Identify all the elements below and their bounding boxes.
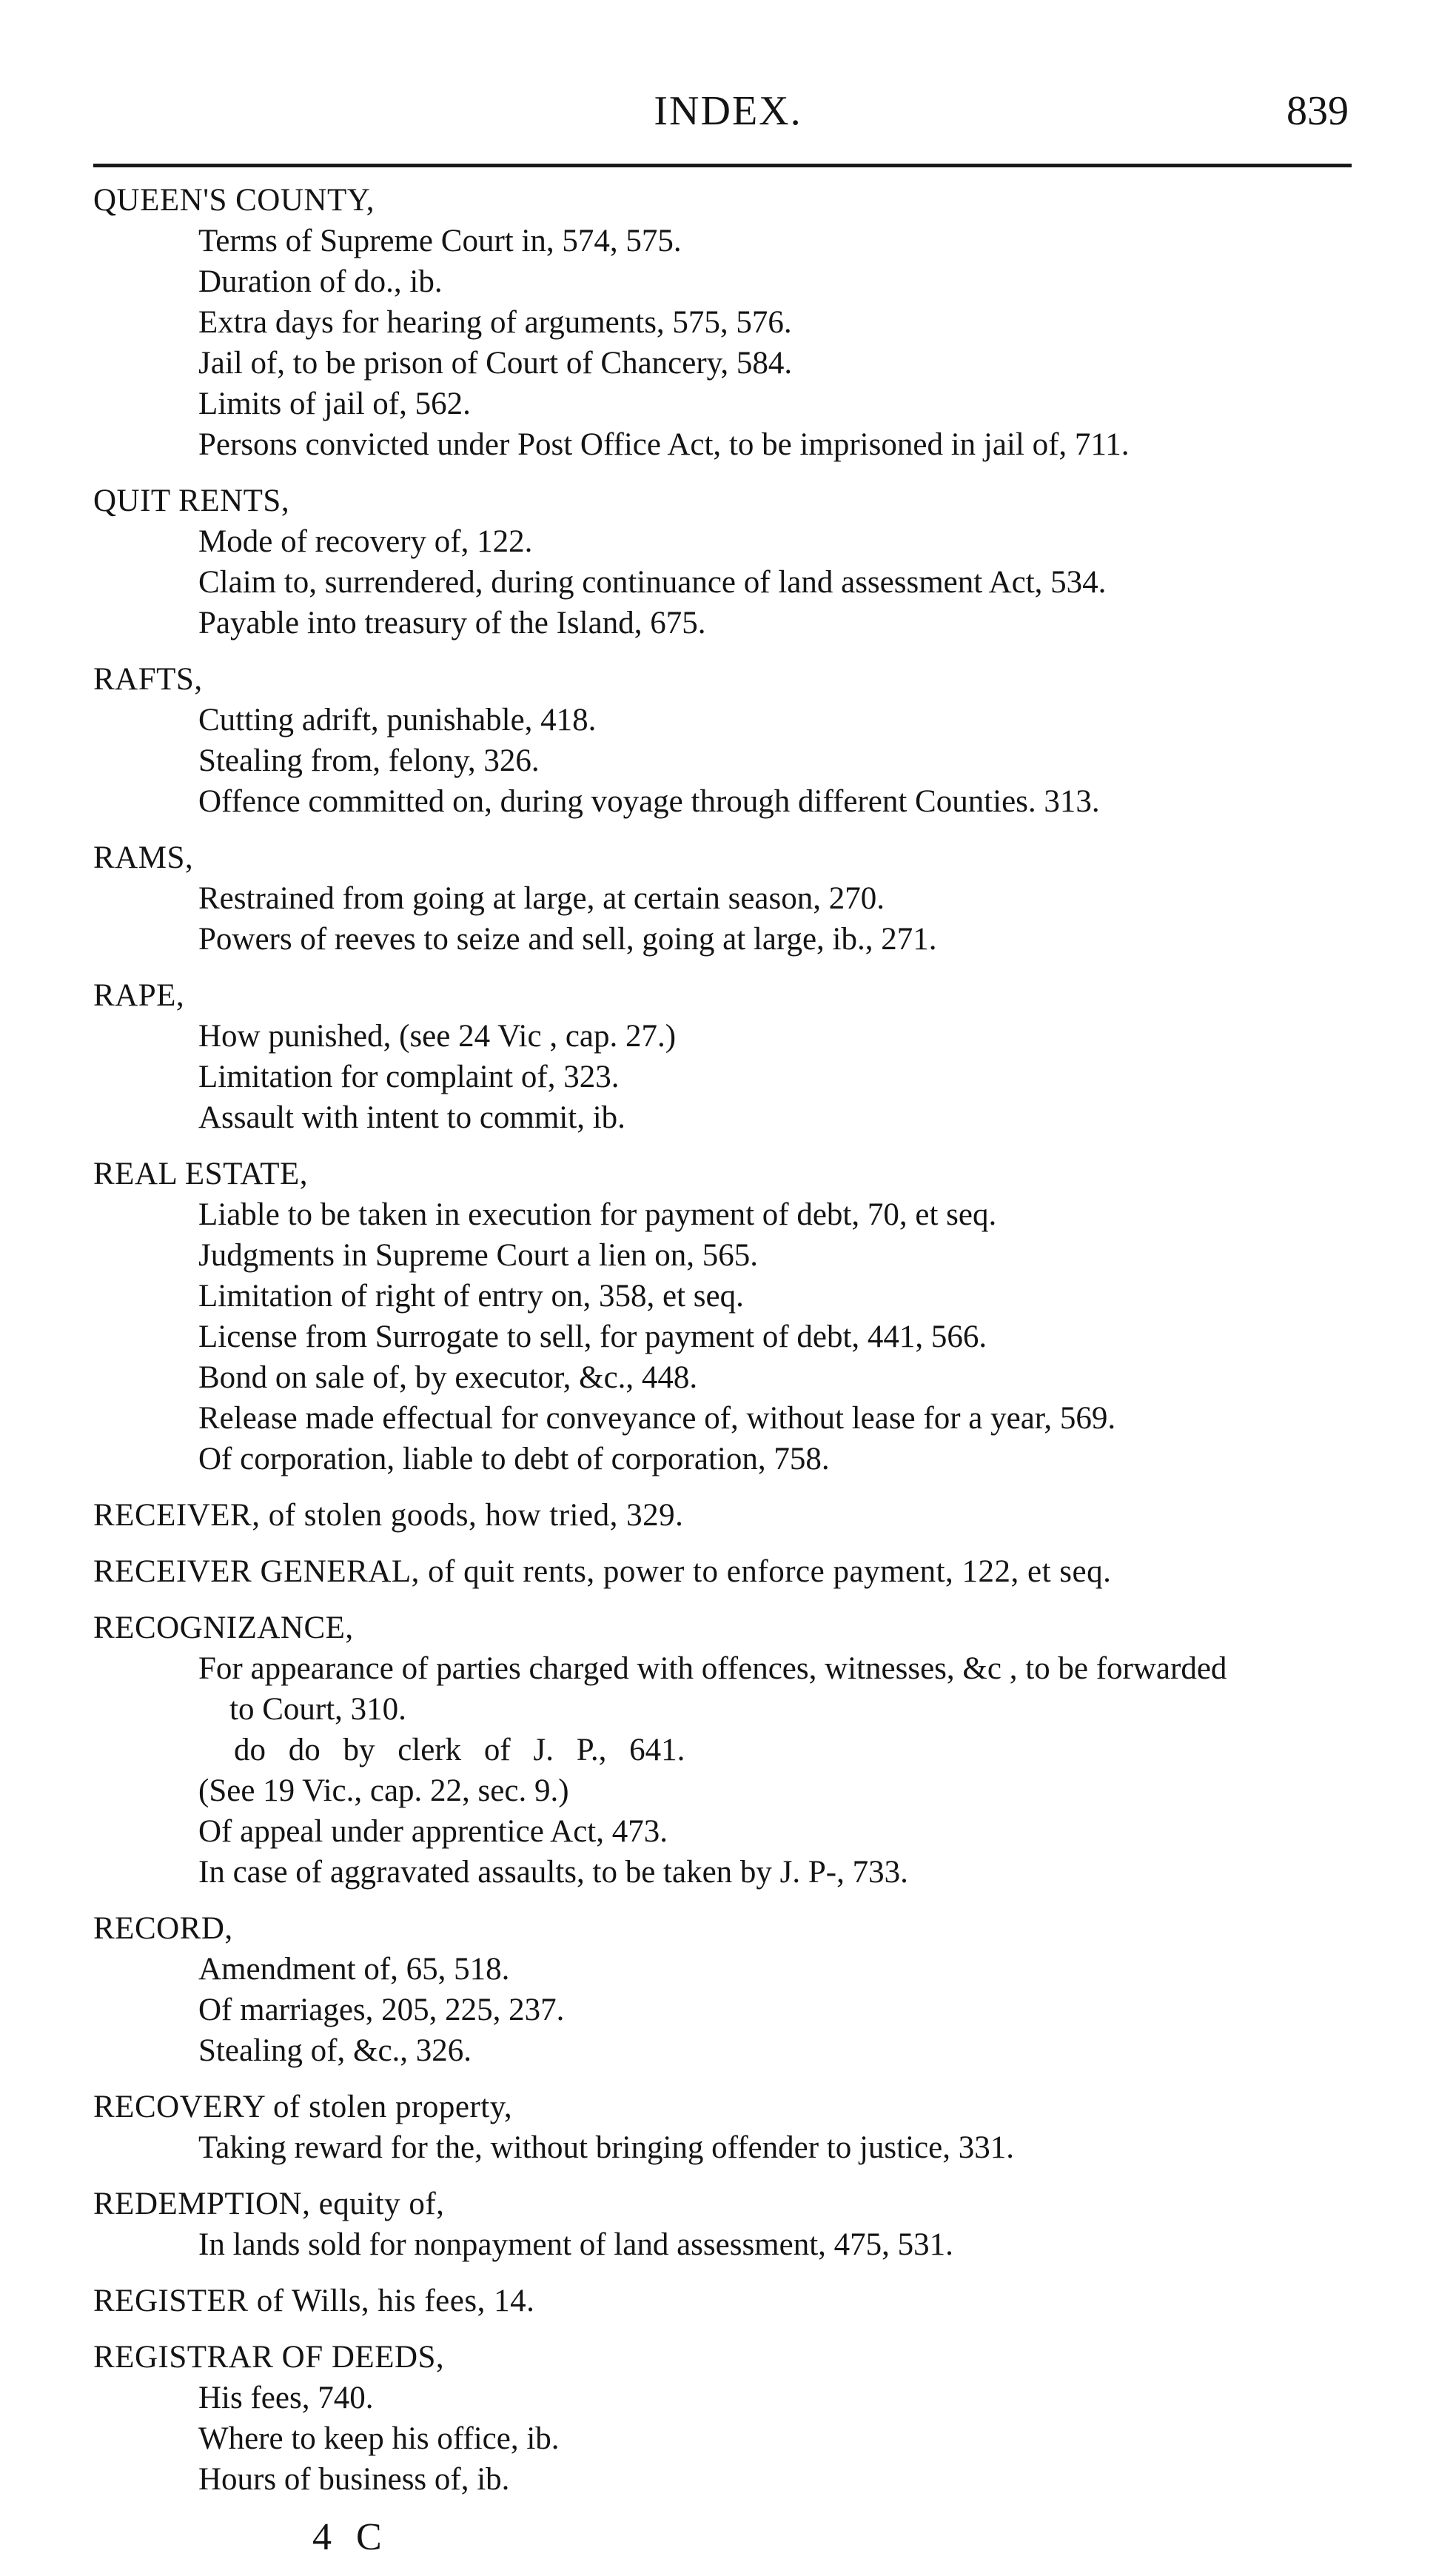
- index-entry-receiver: [93, 1495, 1381, 1536]
- entry-heading: REGISTER of Wills, his fees, 14.: [93, 2284, 535, 2318]
- entry-subitem: Persons convicted under Post Office Act, to be imprisoned in jail of, 711.: [198, 427, 1130, 462]
- entry-subitem: Restrained from going at large, at certain season, 270.: [198, 881, 885, 916]
- entry-heading: RECOGNIZANCE,: [93, 1610, 354, 1645]
- entry-heading: QUIT RENTS,: [93, 484, 290, 518]
- entry-subitem: Taking reward for the, without bringing offender to justice, 331.: [198, 2130, 1014, 2165]
- entry-subitem: In lands sold for nonpayment of land assessment, 475, 531.: [198, 2227, 953, 2262]
- entry-subitem: (See 19 Vic., cap. 22, sec. 9.): [198, 1773, 569, 1808]
- index-body: [93, 180, 1381, 2559]
- entry-heading: QUEEN'S COUNTY,: [93, 183, 375, 218]
- entry-subitem: Stealing of, &c., 326.: [198, 2033, 472, 2068]
- entry-subitem: Powers of reeves to seize and sell, going at large, ib., 271.: [198, 922, 937, 957]
- entry-subitem: Limitation for complaint of, 323.: [198, 1060, 620, 1094]
- entry-heading: REAL ESTATE,: [93, 1157, 308, 1191]
- entry-subitem: Of corporation, liable to debt of corporation, 758.: [198, 1442, 830, 1476]
- entry-subitem: Hours of business of, ib.: [198, 2462, 510, 2497]
- index-entry-redemption: [93, 2184, 1381, 2265]
- index-entry-recovery: [93, 2087, 1381, 2168]
- entry-subitem: Offence committed on, during voyage through different Counties. 313.: [198, 784, 1100, 819]
- entry-heading: REDEMPTION, equity of,: [93, 2187, 445, 2221]
- page-number: 839: [1286, 88, 1349, 134]
- entry-subitem: Jail of, to be prison of Court of Chancery, 584.: [198, 346, 793, 381]
- entry-heading: RECOVERY of stolen property,: [93, 2090, 513, 2124]
- entry-subitem: Assault with intent to commit, ib.: [198, 1100, 625, 1135]
- index-entry-quit-rents: [93, 481, 1381, 643]
- index-entry-register: [93, 2281, 1381, 2321]
- entry-subitem: In case of aggravated assaults, to be taken by J. P-, 733.: [198, 1855, 908, 1890]
- entry-subitem: Claim to, surrendered, during continuance of land assessment Act, 534.: [198, 565, 1107, 600]
- entry-heading: RECEIVER GENERAL, of quit rents, power to enforce payment, 122, et seq.: [93, 1554, 1112, 1589]
- entry-subitem: Where to keep his office, ib.: [198, 2421, 560, 2456]
- index-entry-receiver-general: [93, 1551, 1381, 1592]
- entry-subitem: Limits of jail of, 562.: [198, 387, 471, 421]
- running-head: [0, 87, 1456, 147]
- entry-subitem: Mode of recovery of, 122.: [198, 524, 533, 559]
- entry-heading: RAPE,: [93, 978, 185, 1013]
- index-entry-rape: [93, 975, 1381, 1138]
- entry-heading: RECEIVER, of stolen goods, how tried, 329.: [93, 1498, 684, 1533]
- entry-subitem: Of marriages, 205, 225, 237.: [198, 1993, 565, 2027]
- entry-subitem: Extra days for hearing of arguments, 575, 576.: [198, 305, 792, 340]
- entry-subitem-continuation: to Court, 310.: [229, 1692, 406, 1727]
- entry-heading: RAFTS,: [93, 662, 203, 697]
- entry-subitem: Terms of Supreme Court in, 574, 575.: [198, 224, 682, 258]
- entry-heading: REGISTRAR OF DEEDS,: [93, 2340, 445, 2375]
- index-entry-registrar-of-deeds: [93, 2337, 1381, 2500]
- entry-subitem: Bond on sale of, by executor, &c., 448.: [198, 1360, 698, 1395]
- entry-subitem: Of appeal under apprentice Act, 473.: [198, 1814, 668, 1849]
- entry-subitem: Cutting adrift, punishable, 418.: [198, 703, 597, 737]
- entry-subitem: Payable into treasury of the Island, 675.: [198, 606, 706, 640]
- entry-subitem: License from Surrogate to sell, for payment of debt, 441, 566.: [198, 1319, 987, 1354]
- index-entry-rafts: [93, 659, 1381, 822]
- index-entry-queens-county: [93, 180, 1381, 465]
- index-entry-real-estate: [93, 1154, 1381, 1479]
- index-entry-record: [93, 1908, 1381, 2071]
- header-rule: [93, 164, 1352, 167]
- entry-subitem: For appearance of parties charged with offences, witnesses, &c , to be forwarded: [198, 1651, 1227, 1686]
- entry-subitem: Limitation of right of entry on, 358, et seq.: [198, 1279, 744, 1314]
- entry-subitem: Duration of do., ib.: [198, 264, 443, 299]
- signature-mark: 4 C: [312, 2516, 389, 2558]
- entry-heading: RAMS,: [93, 840, 194, 875]
- entry-subitem: Judgments in Supreme Court a lien on, 565.: [198, 1238, 759, 1273]
- entry-subitem: How punished, (see 24 Vic , cap. 27.): [198, 1019, 677, 1054]
- entry-subitem: His fees, 740.: [198, 2381, 374, 2415]
- page-title: INDEX.: [654, 88, 802, 134]
- entry-subitem: Stealing from, felony, 326.: [198, 743, 540, 778]
- entry-subitem: Release made effectual for conveyance of, without lease for a year, 569.: [198, 1401, 1116, 1436]
- index-entry-rams: [93, 837, 1381, 960]
- entry-subitem: Amendment of, 65, 518.: [198, 1952, 510, 1987]
- index-entry-recognizance: [93, 1608, 1381, 1893]
- entry-subitem-ditto: do do by clerk of J. P., 641.: [234, 1733, 685, 1767]
- entry-subitem: Liable to be taken in execution for payment of debt, 70, et seq.: [198, 1197, 997, 1232]
- entry-heading: RECORD,: [93, 1911, 233, 1946]
